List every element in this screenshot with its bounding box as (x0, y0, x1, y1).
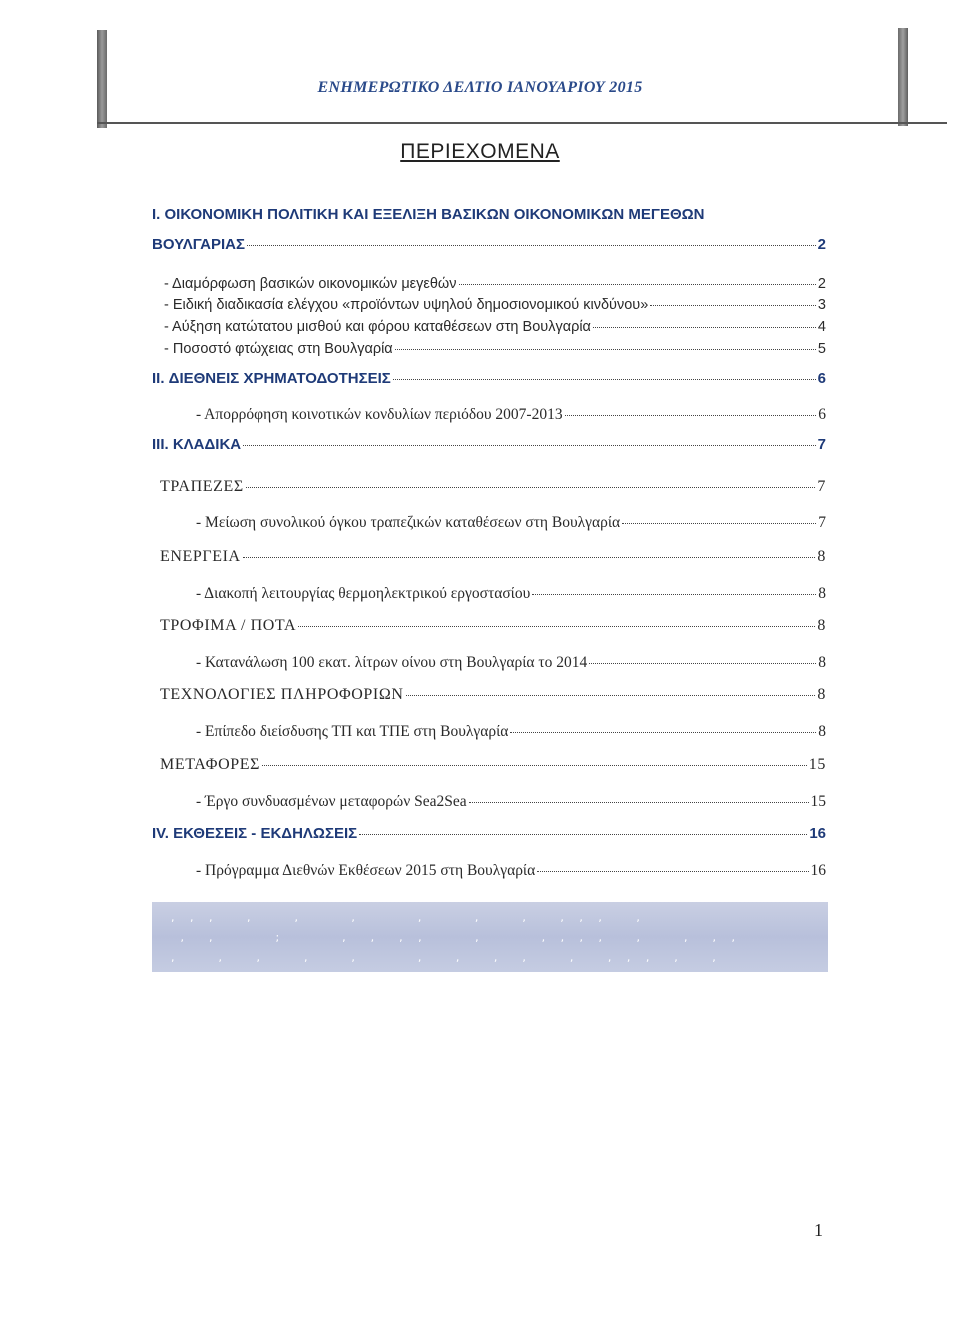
toc-entry[interactable] (164, 276, 826, 292)
toc-leader-dots (537, 871, 808, 872)
toc-entry[interactable] (196, 793, 826, 811)
toc-entry[interactable] (152, 236, 826, 253)
toc-entry-text: - Κατανάλωση 100 εκατ. λίτρων οίνου στη Βουλγαρία το 2014 (196, 654, 588, 671)
toc-page-number: 7 (817, 436, 826, 453)
toc-page-number: 5 (817, 341, 826, 357)
toc-entry-text: - Πρόγραμμα Διεθνών Εκθέσεων 2015 στη Βουλγαρία (196, 862, 536, 879)
toc-entry[interactable] (160, 478, 826, 496)
toc-page-number: 6 (817, 370, 826, 387)
toc-page-number: 8 (817, 548, 826, 565)
toc-entry[interactable] (160, 686, 826, 704)
page-number: 1 (814, 1220, 823, 1240)
toc-title: ΠΕΡΙΕΧΟΜΕΝΑ (400, 140, 560, 163)
toc-page-number: 16 (810, 862, 826, 879)
toc-entry-text: ΜΕΤΑΦΟΡΕΣ (160, 756, 261, 773)
toc-leader-dots (395, 349, 816, 350)
toc-leader-dots (622, 523, 816, 524)
toc-page-number: 8 (818, 585, 826, 602)
toc-entry[interactable] (164, 297, 826, 313)
toc-page-number: 15 (810, 793, 826, 810)
toc-leader-dots (532, 594, 816, 595)
toc-entry-text: III. ΚΛΑΔΙΚΑ (152, 436, 242, 453)
toc-leader-dots (589, 663, 816, 664)
toc-leader-dots (298, 626, 815, 627)
toc-leader-dots (406, 695, 816, 696)
toc-entry[interactable] (196, 654, 826, 672)
toc-page-number: 2 (817, 236, 826, 253)
toc-entry-text: - Επίπεδο διείσδυσης ΤΠ και ΤΠΕ στη Βουλγαρία (196, 723, 509, 740)
toc-leader-dots (246, 487, 816, 488)
toc-entry-text: ΒΟΥΛΓΑΡΙΑΣ (152, 236, 245, 253)
toc-entry-text: - Απορρόφηση κοινοτικών κονδυλίων περιόδου 2007-2013 (196, 406, 563, 423)
toc-leader-dots (459, 284, 816, 285)
toc-leader-dots (593, 327, 816, 328)
toc-leader-dots (565, 415, 817, 416)
toc-entry[interactable] (196, 585, 826, 603)
toc-page-number: 7 (818, 514, 826, 531)
toc-entry[interactable] (196, 514, 826, 532)
toc-entry-text: - Έργο συνδυασμένων μεταφορών Sea2Sea (196, 793, 467, 810)
toc-leader-dots (243, 557, 816, 558)
toc-page-number: 8 (817, 686, 826, 703)
toc-page-number: 6 (818, 406, 826, 423)
scan-artifact-right (898, 28, 908, 126)
toc-entry[interactable] (196, 406, 826, 424)
toc-entry[interactable] (152, 825, 826, 842)
toc-entry-text: - Ειδική διαδικασία ελέγχου «προϊόντων υψηλού δημοσιονομικού κινδύνου» (164, 297, 649, 313)
toc-entry-text: ΕΝΕΡΓΕΙΑ (160, 548, 241, 565)
toc-entry-text: - Ποσοστό φτώχειας στη Βουλγαρία (164, 341, 393, 357)
header-title: ΕΝΗΜΕΡΩΤΙΚΟ ΔΕΛΤΙΟ ΙΑΝΟΥΑΡΙΟΥ 2015 (317, 79, 643, 96)
toc-page-number: 15 (808, 756, 826, 773)
toc-section-heading: Ι. ΟΙΚΟΝΟΜΙΚΗ ΠΟΛΙΤΙΚΗ ΚΑΙ ΕΞΕΛΙΞΗ ΒΑΣΙΚΩΝ ΟΙΚΟΝΟΜΙΚΩΝ ΜΕΓΕΘΩΝ (152, 206, 705, 223)
toc-entry-text: ΤΕΧΝΟΛΟΓΙΕΣ ΠΛΗΡΟΦΟΡΙΩΝ (160, 686, 404, 703)
toc-entry[interactable] (160, 617, 826, 635)
header-rule (97, 122, 947, 124)
toc-entry[interactable] (160, 548, 826, 566)
toc-entry[interactable] (152, 436, 826, 453)
toc-entry[interactable] (196, 723, 826, 741)
toc-page-number: 8 (818, 654, 826, 671)
toc-entry-text: - Μείωση συνολικού όγκου τραπεζικών καταθέσεων στη Βουλγαρία (196, 514, 621, 531)
toc-entry-text: IV. ΕΚΘΕΣΕΙΣ - ΕΚΔΗΛΩΣΕΙΣ (152, 825, 358, 842)
toc-page-number: 2 (817, 276, 826, 292)
toc-leader-dots (262, 765, 807, 766)
toc-entry-text: ΤΡΟΦΙΜΑ / ΠΟΤΑ (160, 617, 297, 634)
toc-entry[interactable] (164, 319, 826, 335)
band-texture: , , , , , , , , , , , , , , , ; , , , , , , , , , , , , , , , , , , , , , , , , , , , , (170, 911, 741, 964)
toc-entry[interactable] (196, 862, 826, 880)
toc-leader-dots (393, 379, 816, 380)
toc-entry-text: - Διαμόρφωση βασικών οικονομικών μεγεθών (164, 276, 457, 292)
toc-entry[interactable] (152, 370, 826, 387)
toc-page-number: 4 (817, 319, 826, 335)
decorative-band (152, 902, 828, 972)
toc-entry-text: - Αύξηση κατώτατου μισθού και φόρου καταθέσεων στη Βουλγαρία (164, 319, 591, 335)
toc-entry[interactable] (164, 341, 826, 357)
toc-page-number: 3 (817, 297, 826, 313)
toc-page-number: 8 (817, 617, 826, 634)
toc-page-number: 16 (809, 825, 826, 842)
toc-leader-dots (247, 245, 816, 246)
toc-leader-dots (359, 834, 807, 835)
toc-entry-text: ΤΡΑΠΕΖΕΣ (160, 478, 244, 495)
toc-leader-dots (243, 445, 816, 446)
toc-entry[interactable] (160, 756, 826, 774)
toc-entry-text: - Διακοπή λειτουργίας θερμοηλεκτρικού εργοστασίου (196, 585, 531, 602)
toc-leader-dots (510, 732, 816, 733)
toc-leader-dots (650, 305, 816, 306)
toc-leader-dots (469, 802, 809, 803)
toc-page-number: 7 (817, 478, 826, 495)
toc-page-number: 8 (818, 723, 826, 740)
toc-entry-text: II. ΔΙΕΘΝΕΙΣ ΧΡΗΜΑΤΟΔΟΤΗΣΕΙΣ (152, 370, 391, 387)
